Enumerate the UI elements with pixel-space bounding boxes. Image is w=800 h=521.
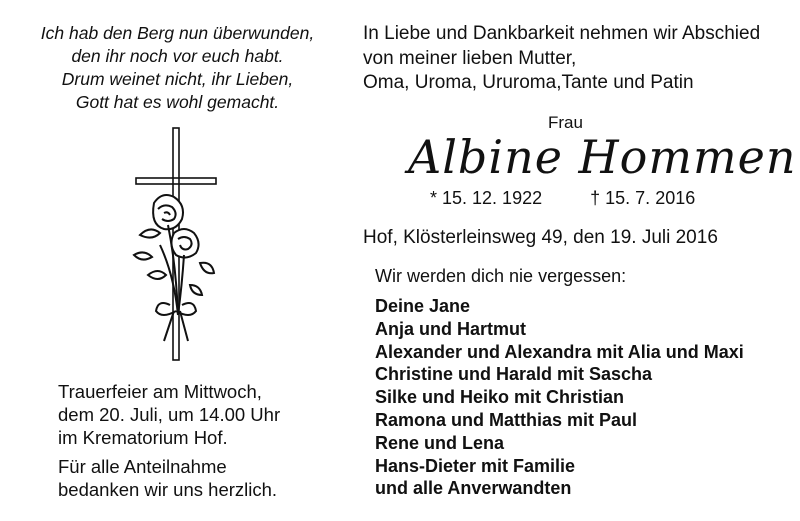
birth-date: * 15. 12. 1922 <box>430 188 543 208</box>
family-member: Anja und Hartmut <box>375 318 526 339</box>
family-member: Hans-Dieter mit Familie <box>375 455 576 476</box>
thanks-line: Für alle Anteilnahme <box>58 456 227 477</box>
family-member: Christine und Harald mit Sascha <box>375 364 653 385</box>
service-line: Trauerfeier am Mittwoch, <box>58 381 262 402</box>
service-line: im Krematorium Hof. <box>58 427 228 448</box>
cross-with-roses-icon <box>120 125 230 365</box>
service-line: dem 20. Juli, um 14.00 Uhr <box>58 404 281 425</box>
poem-line: den ihr noch vor euch habt. <box>71 46 284 66</box>
poem <box>20 22 335 114</box>
forget-line: Wir werden dich nie vergessen: <box>375 266 627 286</box>
poem-line: Ich hab den Berg nun überwunden, <box>40 23 315 43</box>
intro-text <box>363 22 760 96</box>
poem-line: Gott hat es wohl gemacht. <box>75 92 280 112</box>
family-list <box>375 295 744 500</box>
intro-line: von meiner lieben Mutter, <box>363 47 577 69</box>
title-prefix: Frau <box>548 113 583 132</box>
intro-line: Oma, Uroma, Ururoma,Tante und Patin <box>363 72 694 93</box>
family-member: Silke und Heiko mit Christian <box>375 387 625 408</box>
family-member: und alle Anverwandten <box>375 478 572 499</box>
intro-line: In Liebe und Dankbarkeit nehmen wir Abschied <box>363 23 761 44</box>
service-info <box>58 380 280 449</box>
poem-line: Drum weinet nicht, ihr Lieben, <box>61 69 294 89</box>
death-date: † 15. 7. 2016 <box>590 188 696 208</box>
family-member: Deine Jane <box>375 296 471 316</box>
family-member: Alexander und Alexandra mit Alia und Maxi <box>375 341 744 362</box>
thanks-text <box>58 455 277 501</box>
deceased-name: Albine Hommen <box>408 130 797 184</box>
family-member: Rene und Lena <box>375 432 505 453</box>
family-member: Ramona und Matthias mit Paul <box>375 409 638 430</box>
place-date: Hof, Klösterleinsweg 49, den 19. Juli 2016 <box>363 227 718 248</box>
life-dates <box>430 188 695 209</box>
thanks-line: bedanken wir uns herzlich. <box>58 479 278 500</box>
